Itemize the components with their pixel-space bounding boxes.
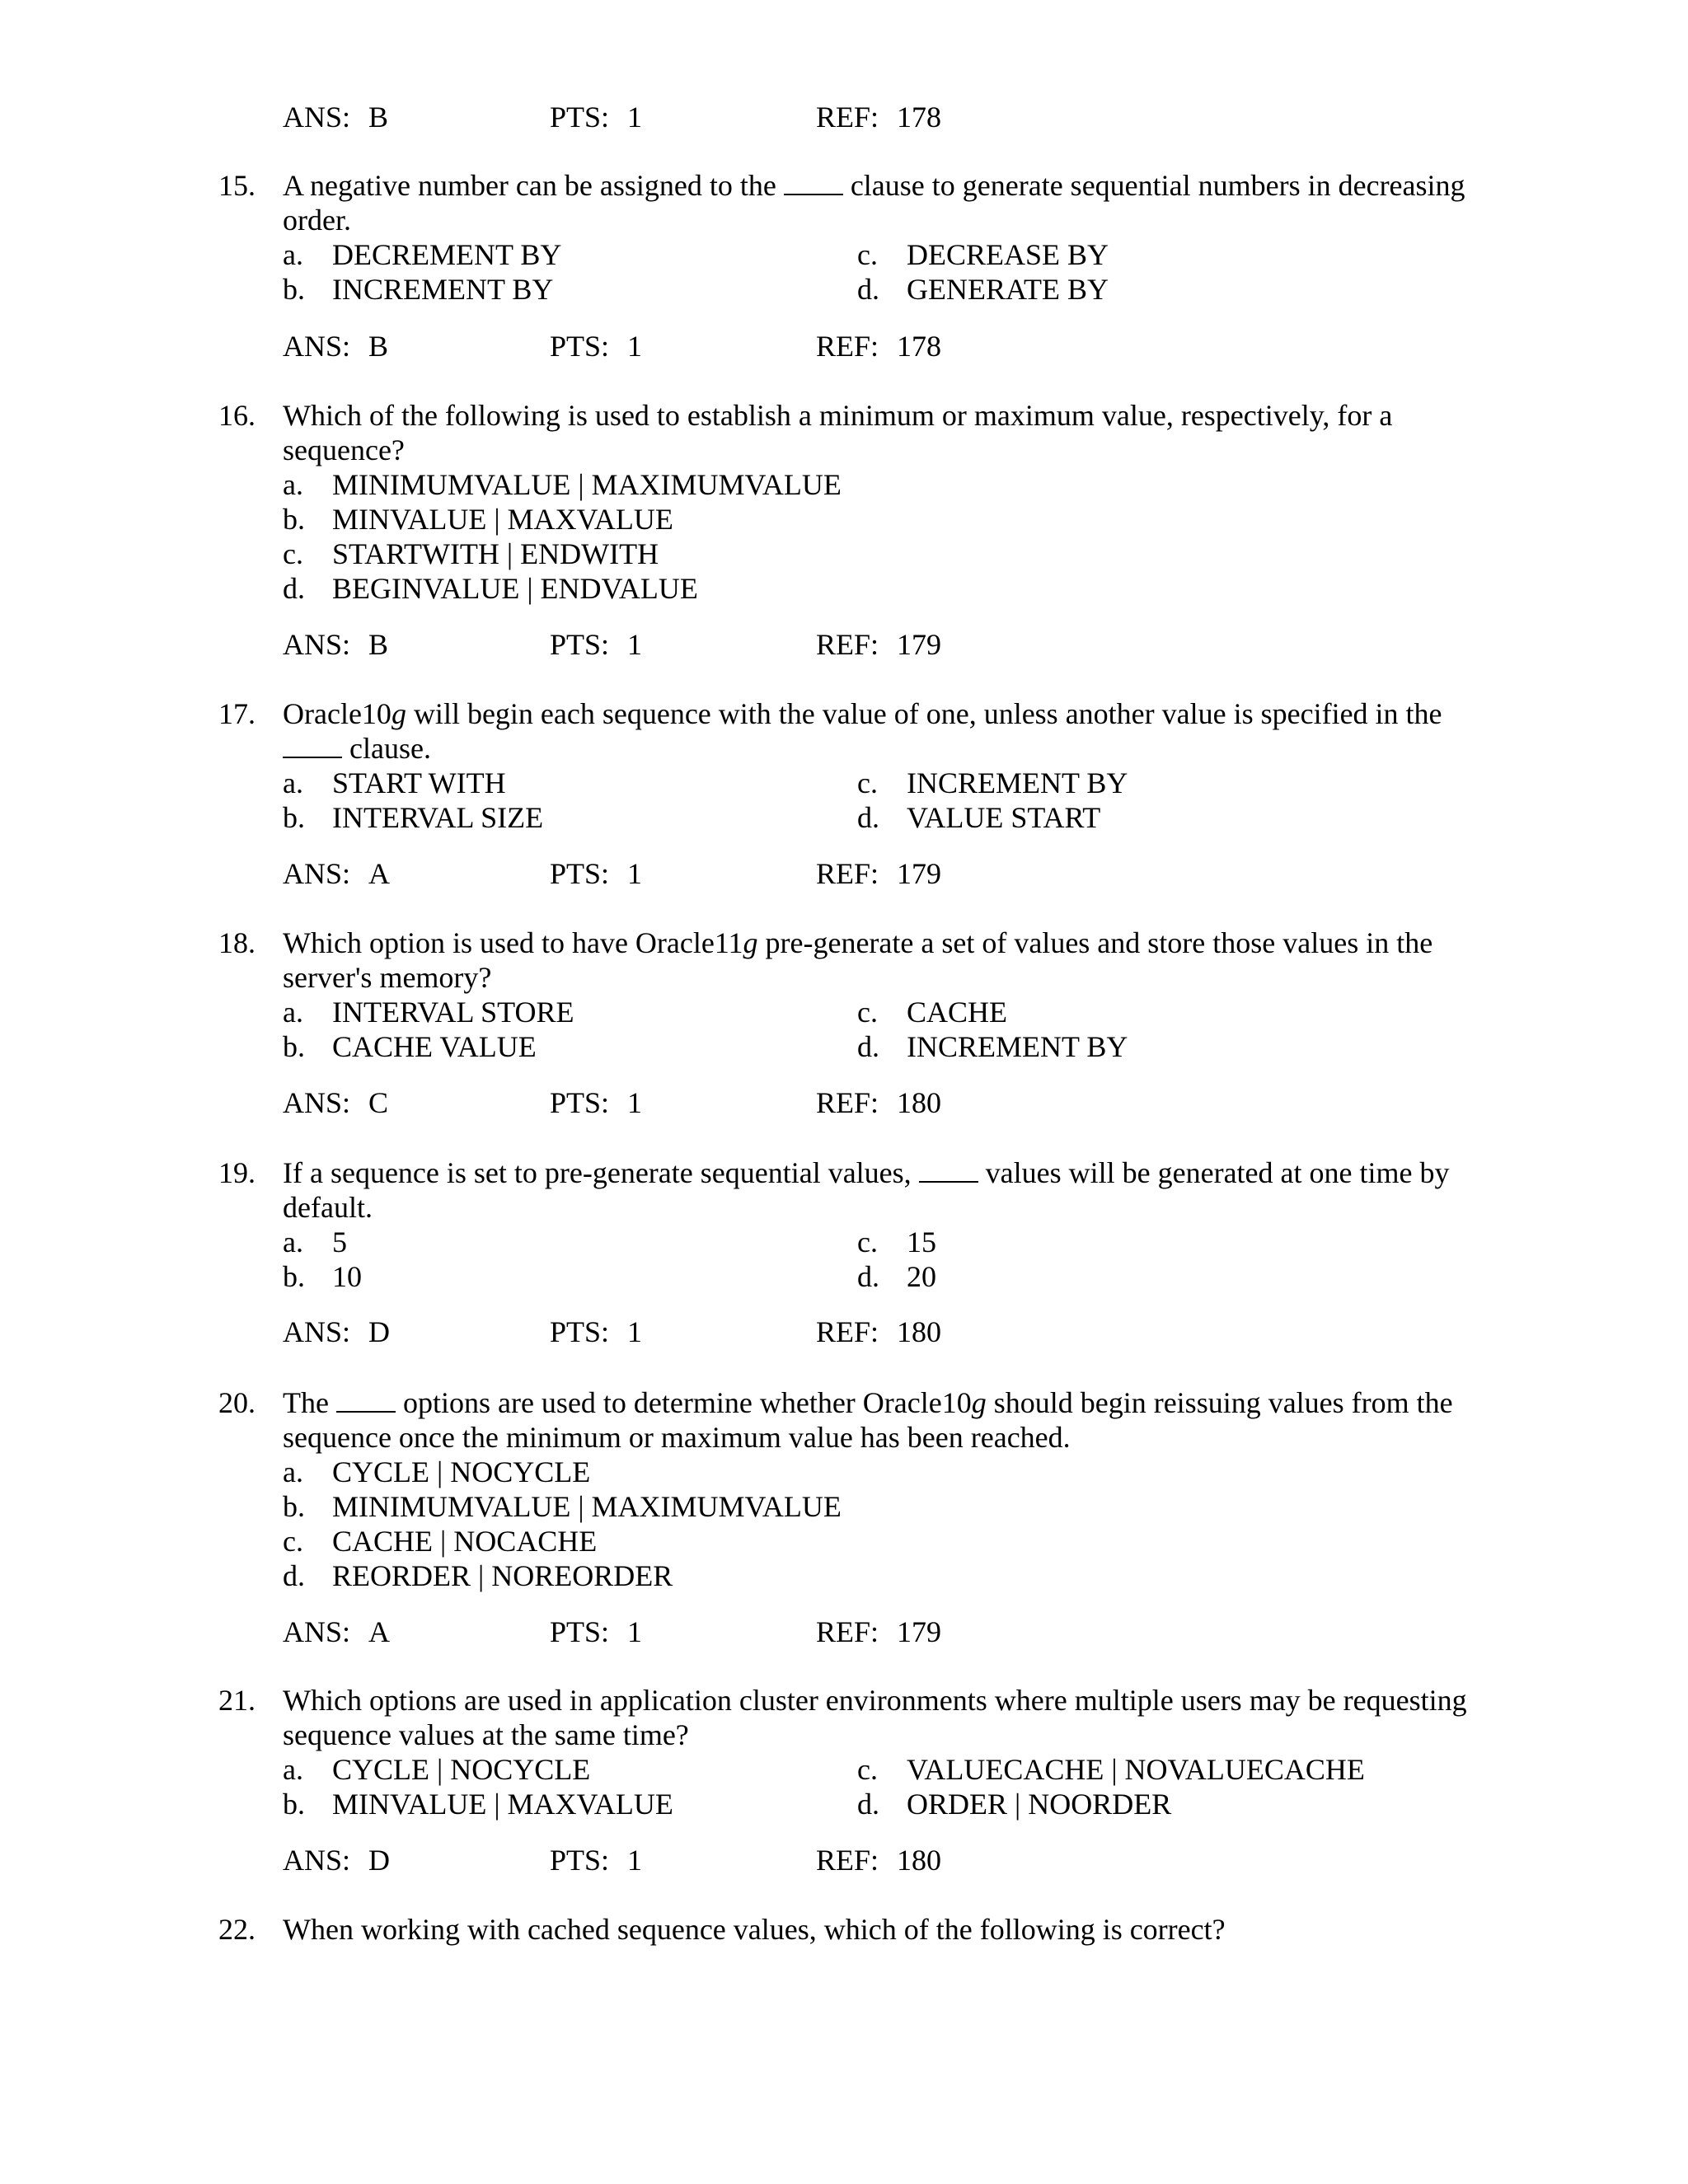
ref-field: REF: 179 — [816, 628, 942, 661]
pts-field: PTS: 1 — [550, 1086, 643, 1119]
question-text: Which option is used to have Oracle11g pre-generate a set of values and store those values in the server's memory? — [283, 926, 1433, 994]
question-number: 19. — [218, 1156, 256, 1189]
answer-line — [0, 1085, 1688, 1120]
question-text: When working with cached sequence values, which of the following is correct? — [283, 1913, 1226, 1946]
question-text: Which of the following is used to establish a minimum or maximum value, respectively, for a sequence? — [283, 399, 1393, 466]
ans-field: ANS: B — [283, 628, 389, 661]
ans-field: ANS: D — [283, 1315, 391, 1348]
question-text: Oracle10g will begin each sequence with the value of one, unless another value is specified in the clause. — [283, 697, 1442, 765]
pts-field: PTS: 1 — [550, 628, 643, 661]
question-text: Which options are used in application cluster environments where multiple users may be requesting sequence values at the same time? — [283, 1684, 1467, 1751]
ans-field: ANS: B — [283, 330, 389, 363]
answer-line — [0, 627, 1688, 662]
ref-field: REF: 179 — [816, 1615, 942, 1648]
answer-line — [0, 1843, 1688, 1877]
answer-line — [0, 1315, 1688, 1349]
answer-blank — [919, 1156, 978, 1183]
answer-line — [0, 1615, 1688, 1649]
ref-field: REF: 179 — [816, 857, 942, 890]
answer-line-q14 — [0, 100, 1688, 134]
question-number: 22. — [218, 1913, 256, 1946]
pts-field: PTS: 1 — [550, 1844, 643, 1877]
ans-field: ANS: D — [283, 1844, 391, 1877]
pts-field: PTS: 1 — [550, 1615, 643, 1648]
ref-field: REF: 180 — [816, 1086, 942, 1119]
question-number: 16. — [218, 399, 256, 432]
question-number: 15. — [218, 169, 256, 202]
ref-field: REF: 178 — [816, 101, 942, 134]
answer-blank — [283, 732, 342, 758]
ans-field: ANS: B — [283, 101, 389, 134]
answer-blank — [336, 1386, 396, 1413]
question-number: 20. — [218, 1386, 256, 1419]
ans-field: ANS: A — [283, 857, 391, 890]
ref-field: REF: 180 — [816, 1844, 942, 1877]
answer-line — [0, 329, 1688, 363]
question-number: 21. — [218, 1684, 256, 1717]
answer-blank — [784, 169, 843, 195]
ref-field: REF: 178 — [816, 330, 942, 363]
ref-field: REF: 180 — [816, 1315, 942, 1348]
pts-field: PTS: 1 — [550, 857, 643, 890]
pts-field: PTS: 1 — [550, 330, 643, 363]
pts-field: PTS: 1 — [550, 1315, 643, 1348]
answer-line — [0, 856, 1688, 891]
question-text: If a sequence is set to pre-generate sequential values, values will be generated at one time by default. — [283, 1156, 1450, 1224]
question-number: 17. — [218, 697, 256, 730]
question-text: A negative number can be assigned to the clause to generate sequential numbers in decreasing order. — [283, 169, 1465, 237]
ans-field: ANS: C — [283, 1086, 389, 1119]
ans-field: ANS: A — [283, 1615, 391, 1648]
question-number: 18. — [218, 926, 256, 959]
pts-field: PTS: 1 — [550, 101, 643, 134]
question-text: The options are used to determine whether Oracle10g should begin reissuing values from the sequence once the minimum or maximum value has been reached. — [283, 1386, 1453, 1454]
